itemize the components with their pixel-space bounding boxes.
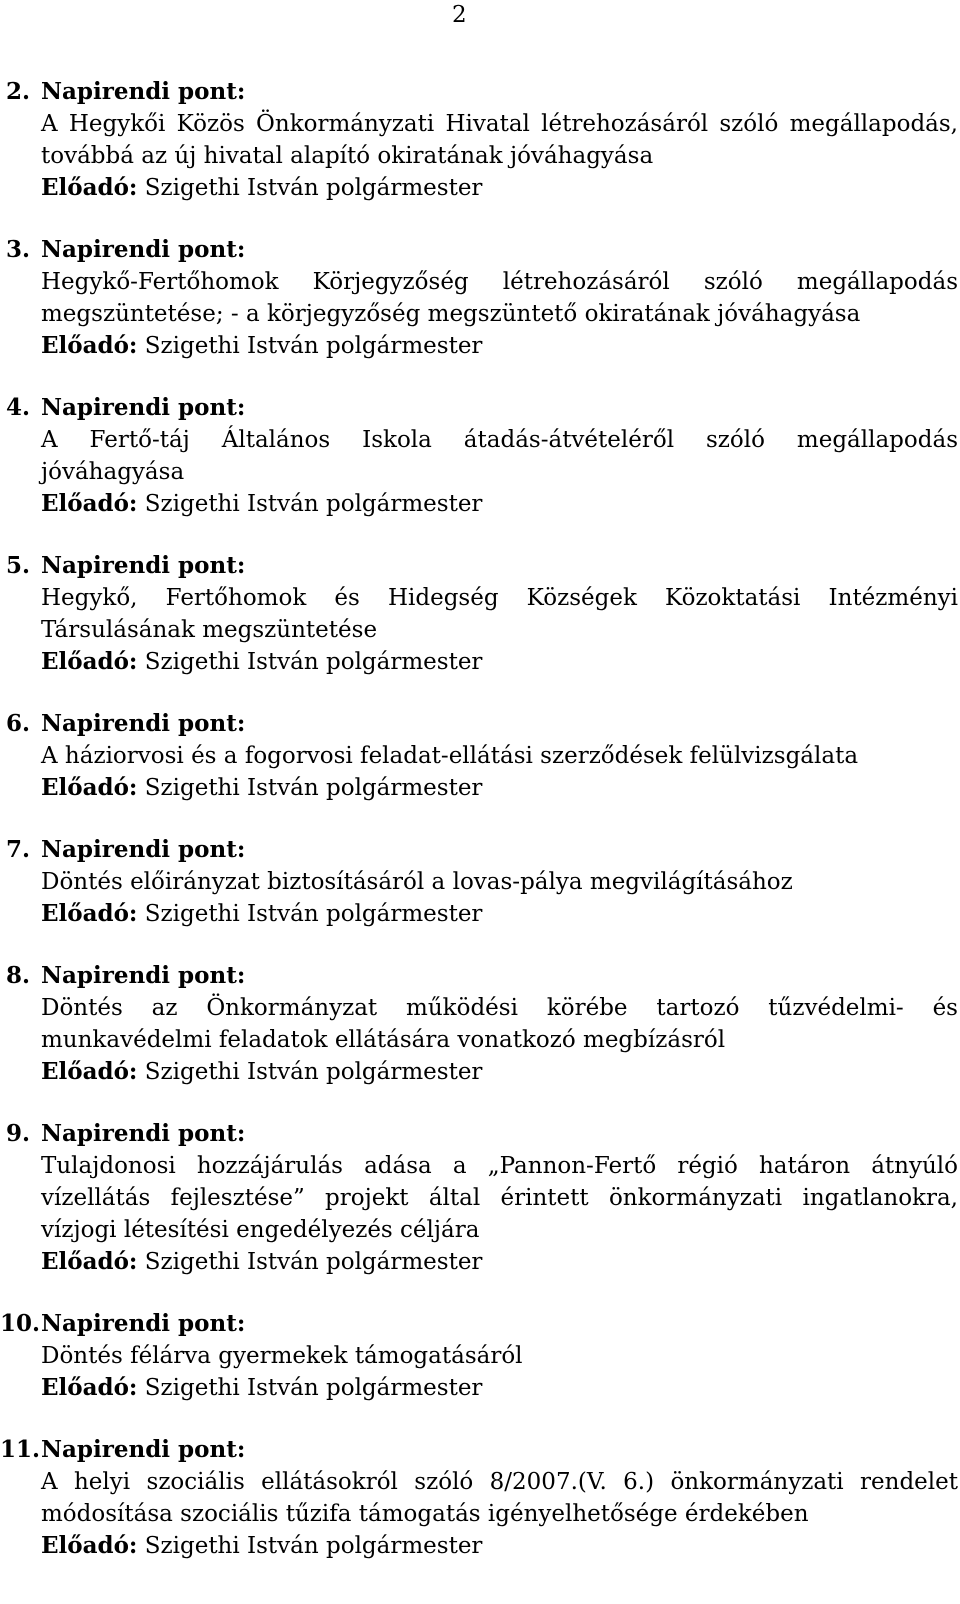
agenda-item-title: Napirendi pont: xyxy=(41,836,246,863)
agenda-item-number: 3. xyxy=(6,236,31,263)
agenda-item-title: Napirendi pont: xyxy=(41,236,246,263)
agenda-item-title: Napirendi pont: xyxy=(41,394,246,421)
agenda-item-description: Döntés előirányzat biztosításáról a lovas-pálya megvilágításához xyxy=(41,869,793,895)
agenda-item-speaker xyxy=(41,330,960,362)
speaker-name: Szigethi István polgármester xyxy=(144,175,483,201)
agenda-item-title: Napirendi pont: xyxy=(41,1120,246,1147)
agenda-item-number: 7. xyxy=(6,836,31,863)
agenda-item xyxy=(0,708,960,804)
agenda-item-number: 9. xyxy=(6,1120,31,1147)
agenda-item-description: Tulajdonosi hozzájárulás adása a „Pannon-Fertő régió határon átnyúló vízellátás fejlesztése” projekt által érintett önkormányzati ingatlanokra, vízjogi létesítési engedélyezés céljára xyxy=(41,1153,958,1243)
agenda-item-description: Hegykő, Fertőhomok és Hidegség Községek Közoktatási Intézményi Társulásának megszüntetése xyxy=(41,585,958,643)
agenda-item-number: 4. xyxy=(6,394,31,421)
agenda-item-heading xyxy=(0,1118,960,1150)
speaker-label: Előadó: xyxy=(41,332,138,359)
agenda-item-description: A Hegykői Közös Önkormányzati Hivatal létrehozásáról szóló megállapodás, továbbá az új hivatal alapító okiratának jóváhagyása xyxy=(41,111,958,169)
speaker-name: Szigethi István polgármester xyxy=(144,901,483,927)
agenda-item xyxy=(0,1308,960,1404)
speaker-name: Szigethi István polgármester xyxy=(144,491,483,517)
speaker-name: Szigethi István polgármester xyxy=(144,649,483,675)
speaker-label: Előadó: xyxy=(41,900,138,927)
agenda-item-title: Napirendi pont: xyxy=(41,552,246,579)
agenda-item xyxy=(0,550,960,678)
agenda-item-speaker xyxy=(41,172,960,204)
agenda-item-heading xyxy=(0,234,960,266)
agenda-item-speaker xyxy=(41,898,960,930)
agenda-item-number: 5. xyxy=(6,552,31,579)
agenda-item-number: 8. xyxy=(6,962,31,989)
speaker-label: Előadó: xyxy=(41,1248,138,1275)
agenda-item-title: Napirendi pont: xyxy=(41,710,246,737)
agenda-item-description: A helyi szociális ellátásokról szóló 8/2007.(V. 6.) önkormányzati rendelet módosítása szociális tűzifa támogatás igényelhetősége érdekében xyxy=(41,1469,958,1527)
agenda-item xyxy=(0,392,960,520)
agenda-item-heading xyxy=(0,708,960,740)
agenda-item-heading xyxy=(0,834,960,866)
speaker-name: Szigethi István polgármester xyxy=(144,333,483,359)
speaker-name: Szigethi István polgármester xyxy=(144,775,483,801)
agenda-item-speaker xyxy=(41,1372,960,1404)
agenda-item-title: Napirendi pont: xyxy=(41,78,246,105)
agenda-item-description: Döntés félárva gyermekek támogatásáról xyxy=(41,1343,523,1369)
speaker-label: Előadó: xyxy=(41,490,138,517)
agenda-item-description: Döntés az Önkormányzat működési körébe tartozó tűzvédelmi- és munkavédelmi feladatok ellátására vonatkozó megbízásról xyxy=(41,995,958,1053)
agenda-item-title: Napirendi pont: xyxy=(41,962,246,989)
speaker-label: Előadó: xyxy=(41,774,138,801)
agenda-list xyxy=(0,76,960,1562)
page-number: 2 xyxy=(452,2,467,28)
agenda-item-speaker xyxy=(41,646,960,678)
agenda-item-heading xyxy=(0,76,960,108)
agenda-item-number: 2. xyxy=(6,78,31,105)
agenda-item-heading xyxy=(0,392,960,424)
agenda-item xyxy=(0,1118,960,1278)
agenda-item-speaker xyxy=(41,1056,960,1088)
speaker-name: Szigethi István polgármester xyxy=(144,1375,483,1401)
agenda-item xyxy=(0,234,960,362)
agenda-item xyxy=(0,960,960,1088)
agenda-item-title: Napirendi pont: xyxy=(41,1436,246,1463)
speaker-label: Előadó: xyxy=(41,1374,138,1401)
agenda-item-speaker xyxy=(41,488,960,520)
agenda-item-heading xyxy=(0,960,960,992)
speaker-label: Előadó: xyxy=(41,1532,138,1559)
agenda-item-heading xyxy=(0,550,960,582)
agenda-item-description: A Fertő-táj Általános Iskola átadás-átvételéről szóló megállapodás jóváhagyása xyxy=(41,427,958,485)
speaker-name: Szigethi István polgármester xyxy=(144,1533,483,1559)
agenda-item-description: Hegykő-Fertőhomok Körjegyzőség létrehozásáról szóló megállapodás megszüntetése; - a körjegyzőség megszüntető okiratának jóváhagyása xyxy=(41,269,958,327)
agenda-item-heading xyxy=(0,1308,960,1340)
speaker-label: Előadó: xyxy=(41,1058,138,1085)
agenda-item xyxy=(0,76,960,204)
speaker-name: Szigethi István polgármester xyxy=(144,1249,483,1275)
agenda-item-number: 6. xyxy=(6,710,31,737)
agenda-item-description: A háziorvosi és a fogorvosi feladat-ellátási szerződések felülvizsgálata xyxy=(41,743,859,769)
speaker-name: Szigethi István polgármester xyxy=(144,1059,483,1085)
agenda-item-speaker xyxy=(41,1530,960,1562)
agenda-item xyxy=(0,1434,960,1562)
agenda-item-speaker xyxy=(41,1246,960,1278)
agenda-item-speaker xyxy=(41,772,960,804)
agenda-item-title: Napirendi pont: xyxy=(41,1310,246,1337)
speaker-label: Előadó: xyxy=(41,648,138,675)
agenda-item-number: 10. xyxy=(0,1310,41,1337)
agenda-item-number: 11. xyxy=(0,1436,41,1463)
agenda-item-heading xyxy=(0,1434,960,1466)
agenda-item xyxy=(0,834,960,930)
speaker-label: Előadó: xyxy=(41,174,138,201)
